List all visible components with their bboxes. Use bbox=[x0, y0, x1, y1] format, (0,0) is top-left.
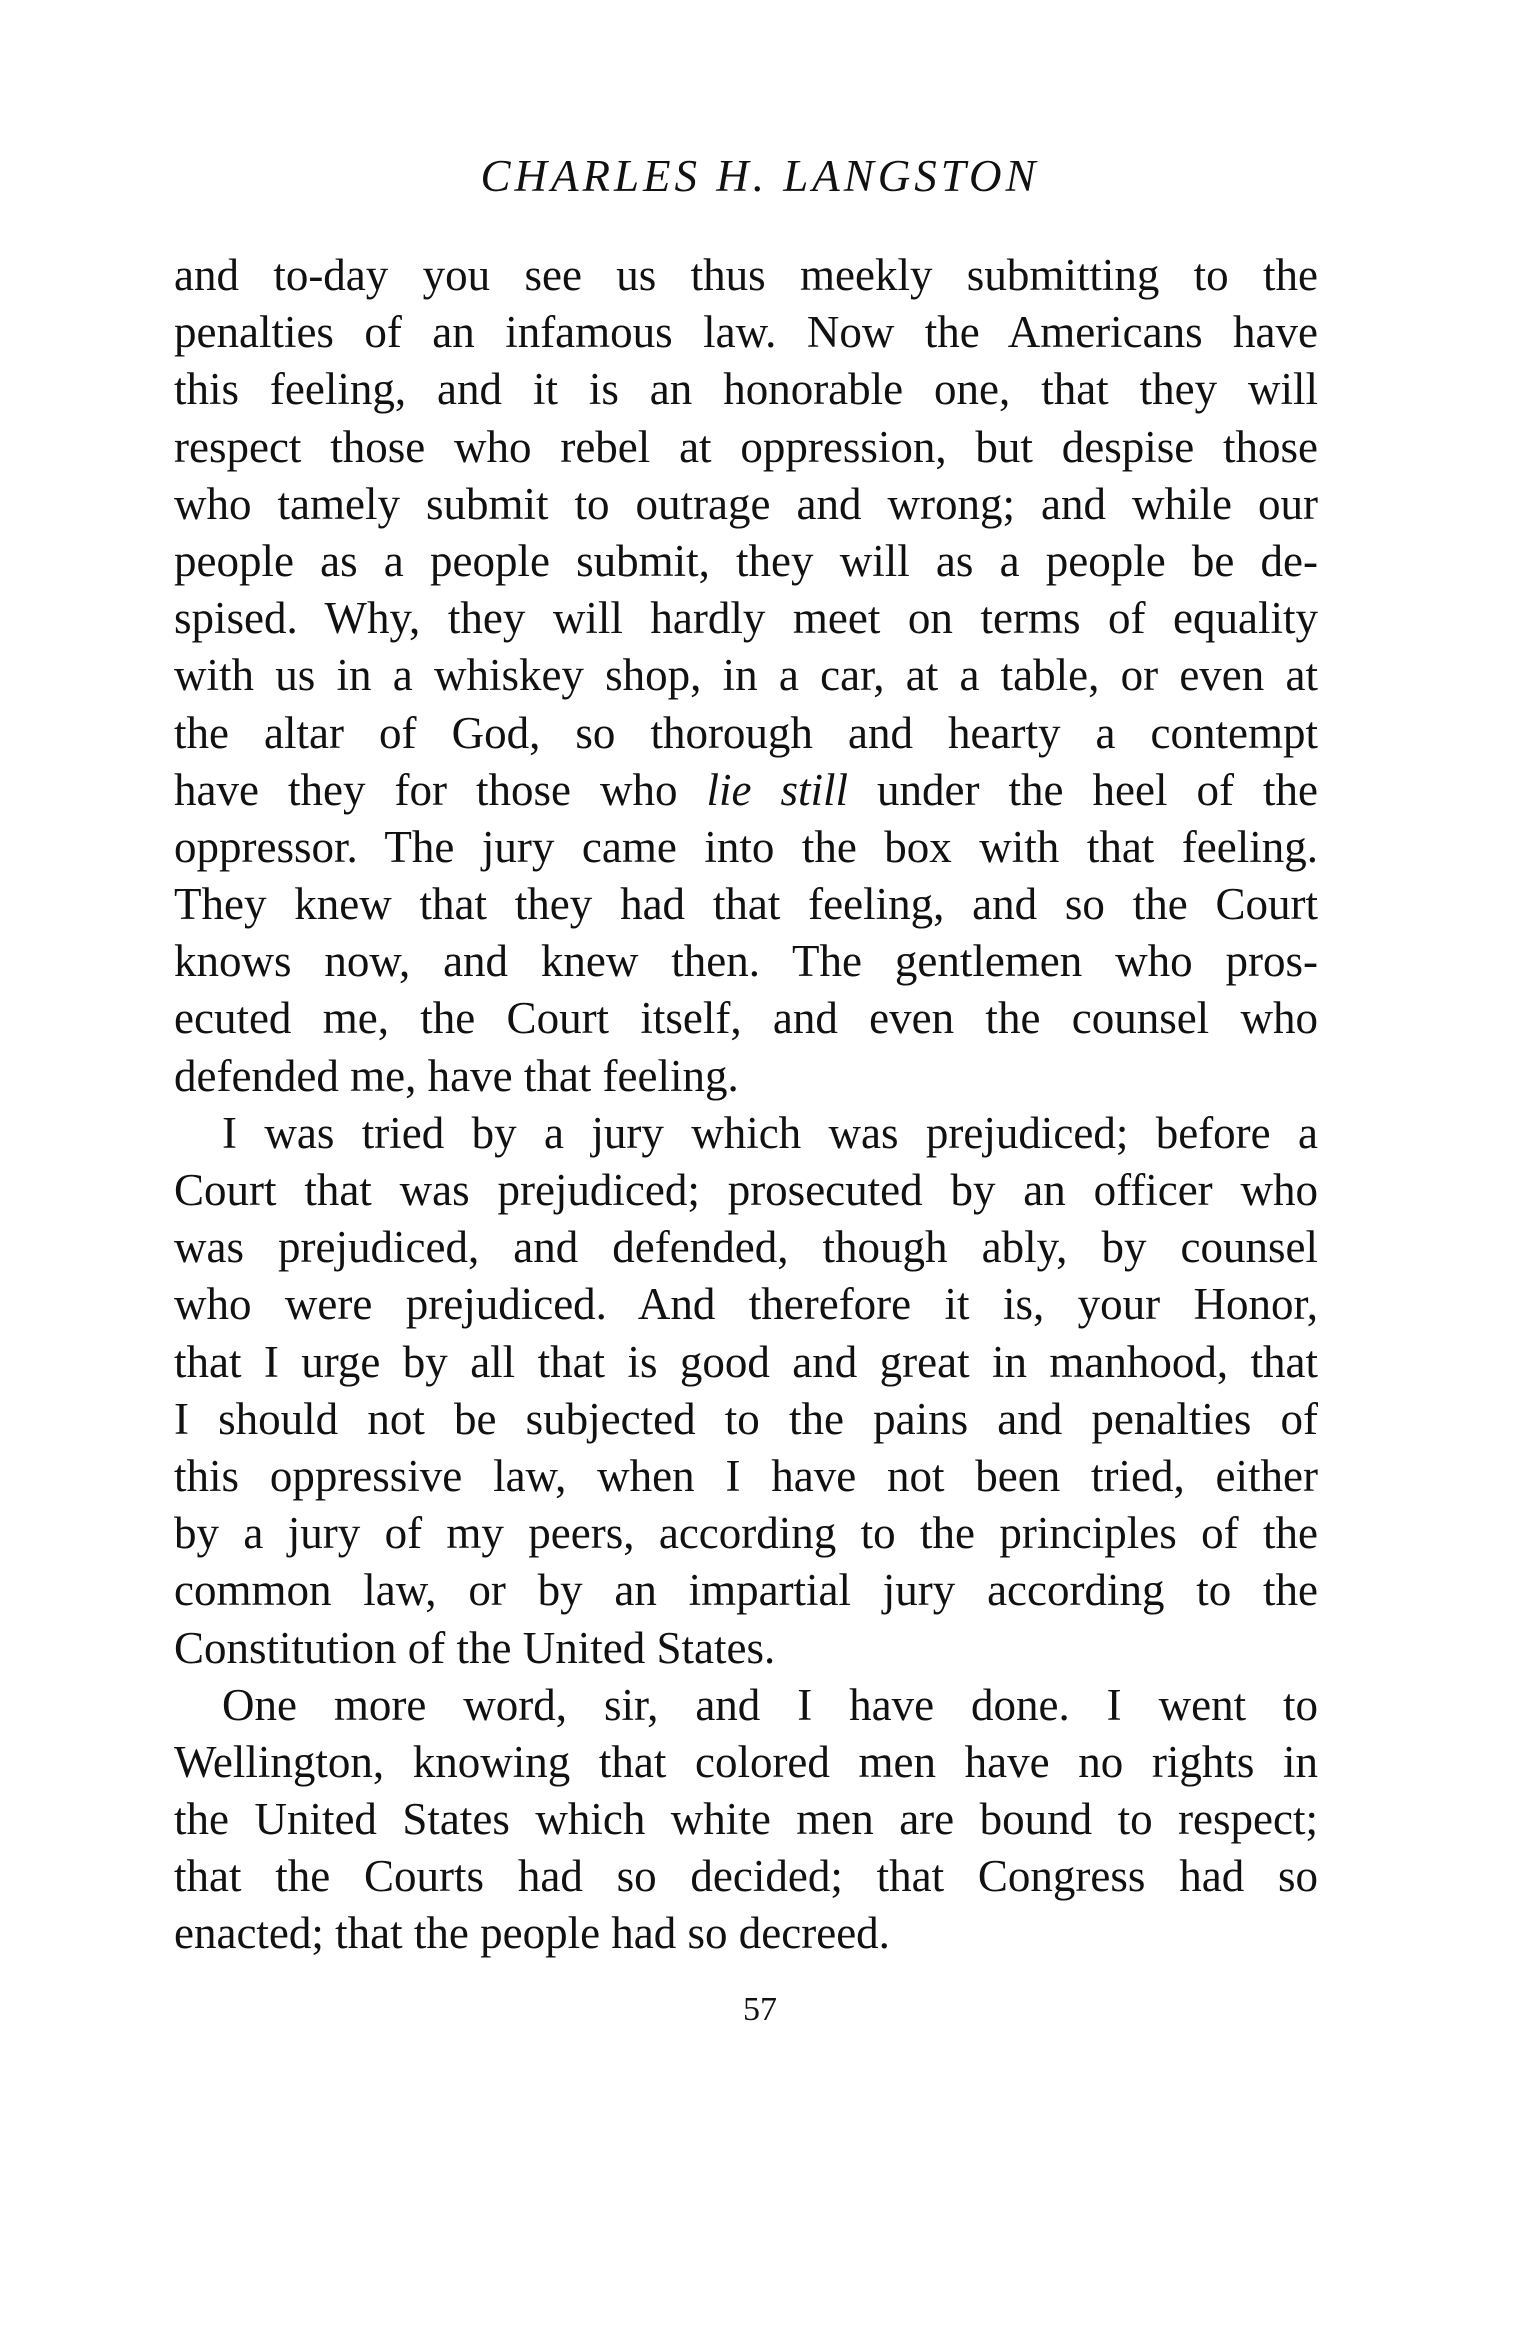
text-line: Court that was prejudiced; prosecuted by an officer who bbox=[174, 1165, 1318, 1215]
text-line: that I urge by all that is good and great in manhood, that bbox=[174, 1336, 1318, 1387]
text-line-segment: under the heel of the bbox=[848, 764, 1318, 815]
text-line: Constitution of the United States. bbox=[174, 1622, 776, 1673]
text-line: that the Courts had so decided; that Congress had so bbox=[174, 1851, 1318, 1902]
text-line: with us in a whiskey shop, in a car, at a table, or even at bbox=[174, 650, 1318, 701]
text-line: One more word, sir, and I have done. I went to bbox=[222, 1679, 1318, 1730]
body-text bbox=[174, 247, 1318, 1963]
text-line: this oppressive law, when I have not been tried, either bbox=[174, 1450, 1318, 1501]
text-line: was prejudiced, and defended, though ably, by counsel bbox=[174, 1222, 1318, 1273]
text-line: defended me, have that feeling. bbox=[174, 1050, 739, 1101]
text-line-segment: have they for those who bbox=[174, 764, 707, 815]
italic-phrase: lie still bbox=[706, 764, 849, 815]
page-number: 57 bbox=[743, 1991, 777, 2028]
text-line: ecuted me, the Court itself, and even the counsel who bbox=[174, 993, 1318, 1044]
text-line: Wellington, knowing that colored men have no rights in bbox=[174, 1736, 1318, 1787]
text-line: spised. Why, they will hardly meet on terms of equality bbox=[174, 593, 1318, 644]
text-line: this feeling, and it is an honorable one, that they will bbox=[174, 364, 1318, 415]
text-line: who were prejudiced. And therefore it is, your Honor, bbox=[174, 1279, 1318, 1330]
running-head: CHARLES H. LANGSTON bbox=[480, 151, 1040, 201]
text-line: common law, or by an impartial jury according to the bbox=[174, 1565, 1318, 1616]
text-line: I should not be subjected to the pains and penalties of bbox=[174, 1393, 1318, 1444]
text-line: oppressor. The jury came into the box with that feeling. bbox=[174, 821, 1318, 872]
text-line: enacted; that the people had so decreed. bbox=[174, 1908, 890, 1959]
text-line: respect those who rebel at oppression, but despise those bbox=[174, 421, 1318, 472]
text-line: They knew that they had that feeling, and so the Court bbox=[174, 879, 1318, 930]
text-line: knows now, and knew then. The gentlemen who pros- bbox=[174, 936, 1318, 987]
text-line: and to-day you see us thus meekly submitting to the bbox=[174, 250, 1318, 300]
text-line: the altar of God, so thorough and hearty a contempt bbox=[174, 707, 1318, 758]
text-line: who tamely submit to outrage and wrong; and while our bbox=[174, 478, 1318, 529]
text-line: people as a people submit, they will as a people be de- bbox=[174, 535, 1318, 586]
text-line: penalties of an infamous law. Now the Americans have bbox=[174, 307, 1318, 358]
text-line: I was tried by a jury which was prejudiced; before a bbox=[222, 1107, 1318, 1158]
text-line: by a jury of my peers, according to the principles of the bbox=[174, 1508, 1318, 1559]
text-line: the United States which white men are bound to respect; bbox=[174, 1794, 1318, 1845]
text-line bbox=[174, 762, 1318, 819]
